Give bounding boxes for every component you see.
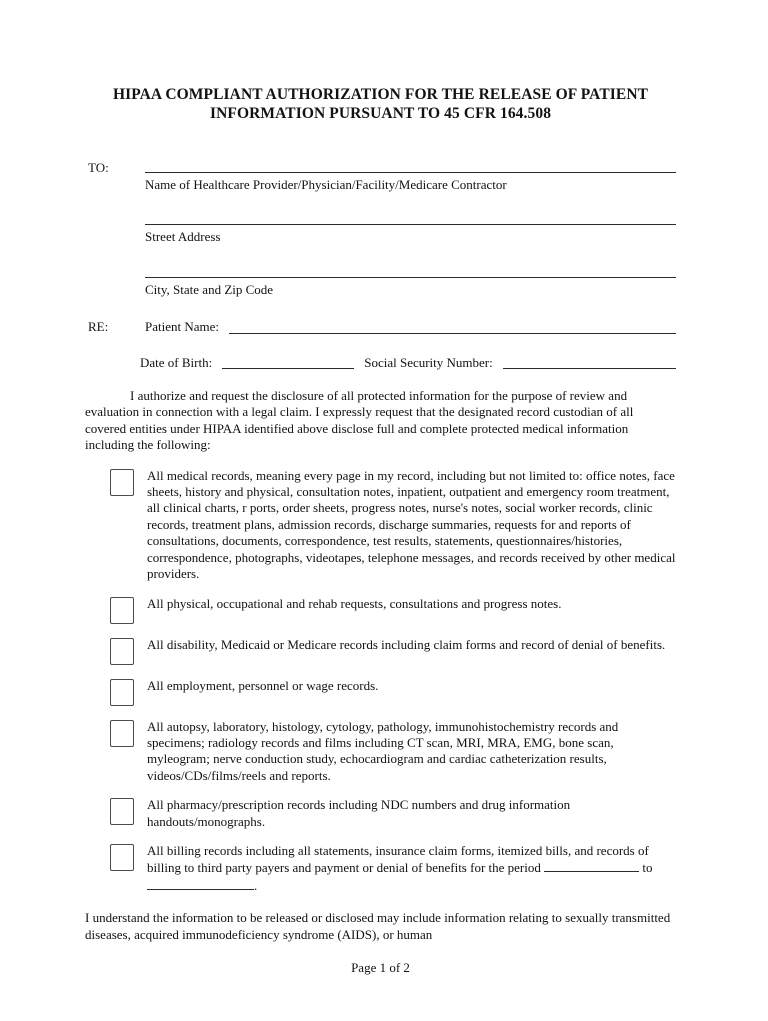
autopsy-lab-text: All autopsy, laboratory, histology, cytology, pathology, immunohistochemistry records and specimens; radiology records and films including CT scan, MRI, MRA, EMG, bone scan, myleogram; nerve conduction study, echocardiogram and cardiac catheterization results, videos/CDs/films/reels and reports.: [147, 718, 619, 783]
document-title-line1: HIPAA COMPLIANT AUTHORIZATION FOR THE RELEASE OF PATIENT: [112, 86, 649, 103]
checklist-item-physical-occupational: [85, 596, 676, 624]
ssn-label: Social Security Number:: [364, 354, 493, 370]
recipient-fields: [145, 160, 676, 298]
dob-field[interactable]: [222, 355, 354, 369]
pharmacy-text: All pharmacy/prescription records including NDC numbers and drug information handouts/monographs.: [147, 797, 571, 829]
document-title-line2: INFORMATION PURSUANT TO 45 CFR 164.508: [209, 104, 552, 122]
authorization-paragraph: I authorize and request the disclosure of all protected information for the purpose of review and evaluation in connection with a legal claim. I expressly request that the designated record custodian of all covered entities under HIPAA identified above disclose full and complete protected medical information including the following:: [85, 388, 634, 453]
billing-checkbox[interactable]: [110, 844, 134, 871]
medical-records-text: All medical records, meaning every page in my record, including but not limited to: office notes, face sheets, history and physical, consultation notes, inpatient, outpatient and emergency room treatment, all clinical charts, r ports, order sheets, progress notes, nurse's notes, social worker records, clinic records, treatment plans, admission records, discharge summaries, requests for and reports of consultations, documents, correspondence, test results, statements, questionnaires/histories, correspondence, photographs, videotapes, telephone messages, and records received by other medical providers.: [147, 467, 676, 582]
checklist-item-disability: [85, 637, 676, 665]
billing-text-main: All billing records including all statements, insurance claim forms, itemized bills, and records of billing to third party payers and payment or denial of benefits for the period: [147, 842, 649, 876]
provider-name-caption: Name of Healthcare Provider/Physician/Facility/Medicare Contractor: [145, 177, 507, 192]
checklist-item-autopsy-lab: [85, 719, 676, 785]
street-address-field[interactable]: [145, 212, 676, 225]
employment-checkbox[interactable]: [110, 679, 134, 706]
document-title: [85, 86, 676, 123]
checklist-item-medical-records: [85, 468, 676, 583]
recipient-section: [85, 160, 676, 298]
checklist-item-pharmacy: [85, 797, 676, 830]
billing-period-end-field[interactable]: [147, 877, 254, 890]
billing-period-start-field[interactable]: [544, 859, 639, 872]
physical-occupational-checkbox[interactable]: [110, 597, 134, 624]
to-label: TO:: [88, 160, 109, 175]
checklist-item-employment: [85, 678, 676, 706]
medical-records-checkbox[interactable]: [110, 469, 134, 496]
closing-paragraph: I understand the information to be released or disclosed may include information relating to sexually transmitted diseases, acquired immunodeficiency syndrome (AIDS), or human: [85, 910, 671, 942]
billing-text: [147, 843, 676, 894]
billing-period-connector: to: [642, 860, 653, 876]
pharmacy-checkbox[interactable]: [110, 798, 134, 825]
patient-name-field[interactable]: [229, 320, 676, 334]
disability-text: All disability, Medicaid or Medicare records including claim forms and record of denial of benefits.: [147, 636, 666, 652]
patient-name-row: [85, 319, 676, 335]
ssn-field[interactable]: [503, 355, 676, 369]
checklist-item-billing: [85, 843, 676, 894]
dob-ssn-row: [140, 355, 676, 371]
records-checklist: [85, 468, 676, 895]
street-address-caption: Street Address: [145, 229, 221, 245]
city-state-zip-caption: City, State and Zip Code: [145, 281, 274, 297]
disability-checkbox[interactable]: [110, 638, 134, 665]
dob-label: Date of Birth:: [140, 354, 213, 370]
autopsy-lab-checkbox[interactable]: [110, 720, 134, 747]
billing-text-period-end: .: [254, 877, 258, 893]
city-state-zip-field[interactable]: [145, 265, 676, 278]
page-indicator: Page 1 of 2: [351, 959, 410, 975]
re-label: RE:: [88, 319, 109, 335]
patient-name-label: Patient Name:: [145, 319, 220, 335]
physical-occupational-text: All physical, occupational and rehab requests, consultations and progress notes.: [147, 595, 562, 611]
provider-name-field[interactable]: [145, 160, 676, 173]
employment-text: All employment, personnel or wage records.: [147, 677, 379, 693]
